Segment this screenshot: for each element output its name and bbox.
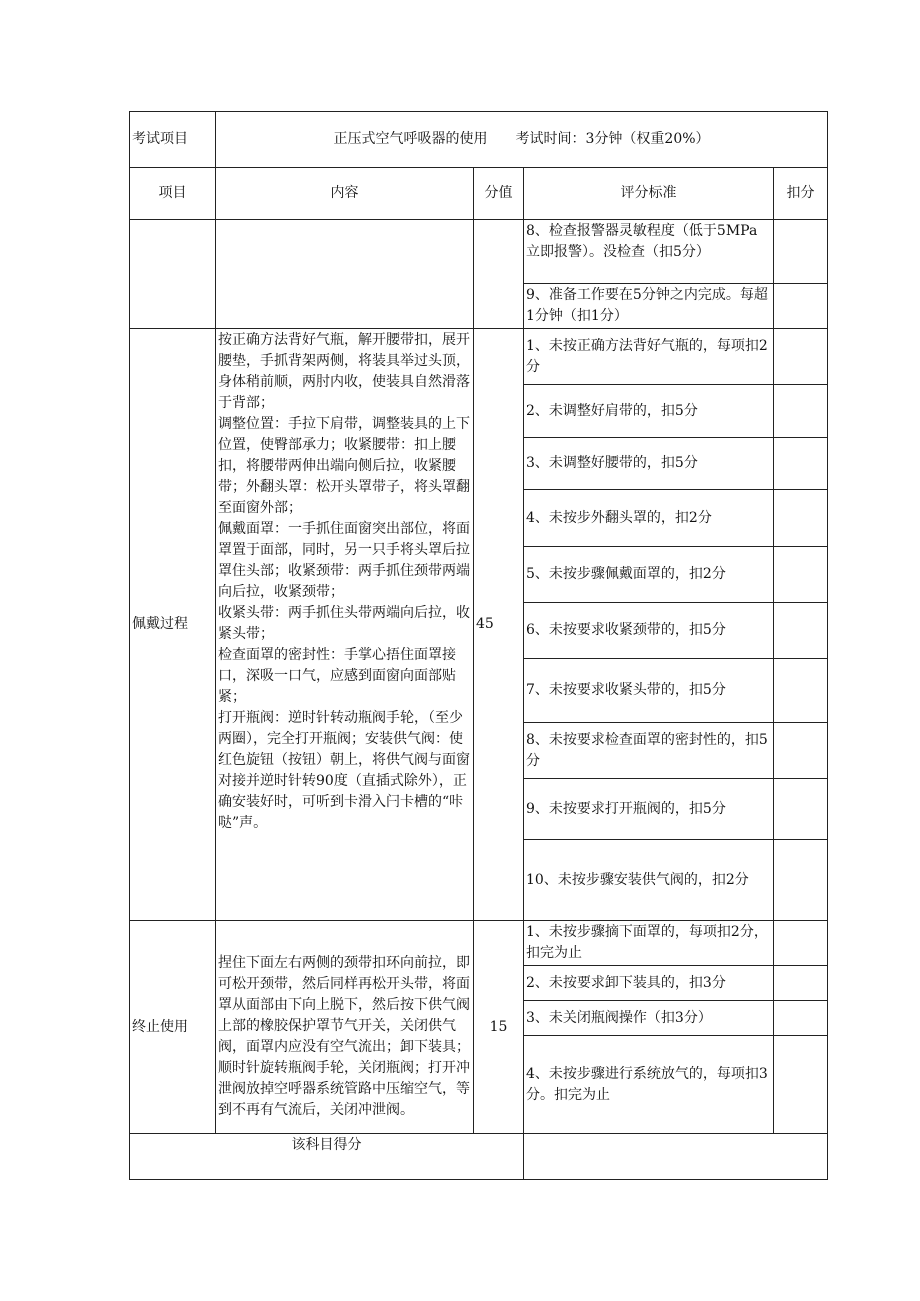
wear-content: 按正确方法背好气瓶，解开腰带扣，展开腰垫，手抓背架两侧，将装具举过头顶，身体稍前顺，两肘内收，使装具自然滑落于背部； 调整位置：手拉下肩带，调整装具的上下位置，使臀部承力；收紧腰带：扣上腰扣，将腰带两伸出端向侧后拉，收紧腰带；外翻头罩：松开头罩带子，将头罩翻至面窗外部； 佩戴面罩：一手抓住面窗突出部位，将面罩置于面部，同时，另一只手将头罩后拉罩住头部；收紧颈带：两手抓住颈带两端向后拉，收紧颈带； 收紧头带：两手抓住头带两端向后拉，收紧头带； 检查面罩的密封性：手掌心捂住面罩接口，深吸一口气，应感到面窗向面部贴紧； 打开瓶阀：逆时针转动瓶阀手轮，（至少两圈），完全打开瓶阀；安装供气阀：使红色旋钮（按钮）朝上，将供气阀与面窗对接并逆时针转90度（直插式除外），正确安装好时，可听到卡滑入闩卡槽的“咔哒”声。 [216, 329, 474, 921]
deduct-cell[interactable] [774, 329, 828, 385]
stop-item-label: 终止使用 [130, 921, 216, 1134]
total-score-value[interactable] [524, 1134, 828, 1180]
deduct-cell[interactable] [774, 603, 828, 659]
criterion: 4、未按步外翻头罩的，扣2分 [524, 490, 774, 547]
deduct-cell[interactable] [774, 1001, 828, 1036]
deduct-cell[interactable] [774, 659, 828, 723]
deduct-cell[interactable] [774, 284, 828, 329]
deduct-cell[interactable] [774, 779, 828, 840]
deduct-cell[interactable] [774, 723, 828, 779]
deduct-cell[interactable] [774, 220, 828, 284]
deduct-cell[interactable] [774, 840, 828, 921]
criterion: 9、准备工作要在5分钟之内完成。每超1分钟（扣1分） [524, 284, 774, 329]
scoring-table [129, 111, 828, 1180]
exam-item-label: 考试项目 [130, 112, 216, 168]
prep-content-cell [216, 220, 474, 329]
wear-score: 45 [474, 329, 524, 921]
deduct-cell[interactable] [774, 490, 828, 547]
stop-content: 捏住下面左右两侧的颈带扣环向前拉，即可松开颈带，然后同样再松开头带，将面罩从面部由下向上脱下，然后按下供气阀上部的橡胶保护罩节气开关，关闭供气阀，面罩内应没有空气流出；卸下装具；顺时针旋转瓶阀手轮，关闭瓶阀；打开冲泄阀放掉空呼器系统管路中压缩空气，等到不再有气流后，关闭冲泄阀。 [216, 921, 474, 1134]
deduct-cell[interactable] [774, 385, 828, 438]
criterion: 4、未按步骤进行系统放气的，每项扣3分。扣完为止 [524, 1036, 774, 1134]
criterion: 8、检查报警器灵敏程度（低于5MPa立即报警）。没检查（扣5分） [524, 220, 774, 284]
criterion: 7、未按要求收紧头带的，扣5分 [524, 659, 774, 723]
deduct-cell[interactable] [774, 547, 828, 603]
criterion: 1、未按步骤摘下面罩的，每项扣2分，扣完为止 [524, 921, 774, 966]
deduct-cell[interactable] [774, 438, 828, 490]
criterion: 10、未按步骤安装供气阀的，扣2分 [524, 840, 774, 921]
col-header-item: 项目 [130, 168, 216, 220]
total-score-label: 该科目得分 [130, 1134, 524, 1180]
criterion: 3、未调整好腰带的，扣5分 [524, 438, 774, 490]
criterion: 9、未按要求打开瓶阀的，扣5分 [524, 779, 774, 840]
deduct-cell[interactable] [774, 966, 828, 1001]
criterion: 1、未按正确方法背好气瓶的，每项扣2分 [524, 329, 774, 385]
criterion: 8、未按要求检查面罩的密封性的，扣5分 [524, 723, 774, 779]
criterion: 3、未关闭瓶阀操作（扣3分） [524, 1001, 774, 1036]
col-header-criteria: 评分标准 [524, 168, 774, 220]
stop-score: 15 [474, 921, 524, 1134]
deduct-cell[interactable] [774, 1036, 828, 1134]
wear-item-label: 佩戴过程 [130, 329, 216, 921]
criterion: 5、未按步骤佩戴面罩的，扣2分 [524, 547, 774, 603]
criterion: 2、未按要求卸下装具的，扣3分 [524, 966, 774, 1001]
prep-item-cell [130, 220, 216, 329]
col-header-score: 分值 [474, 168, 524, 220]
criterion: 2、未调整好肩带的，扣5分 [524, 385, 774, 438]
exam-title: 正压式空气呼吸器的使用 考试时间：3分钟（权重20%） [216, 112, 828, 168]
prep-score-cell [474, 220, 524, 329]
col-header-deduct: 扣分 [774, 168, 828, 220]
criterion: 6、未按要求收紧颈带的，扣5分 [524, 603, 774, 659]
deduct-cell[interactable] [774, 921, 828, 966]
col-header-content: 内容 [216, 168, 474, 220]
